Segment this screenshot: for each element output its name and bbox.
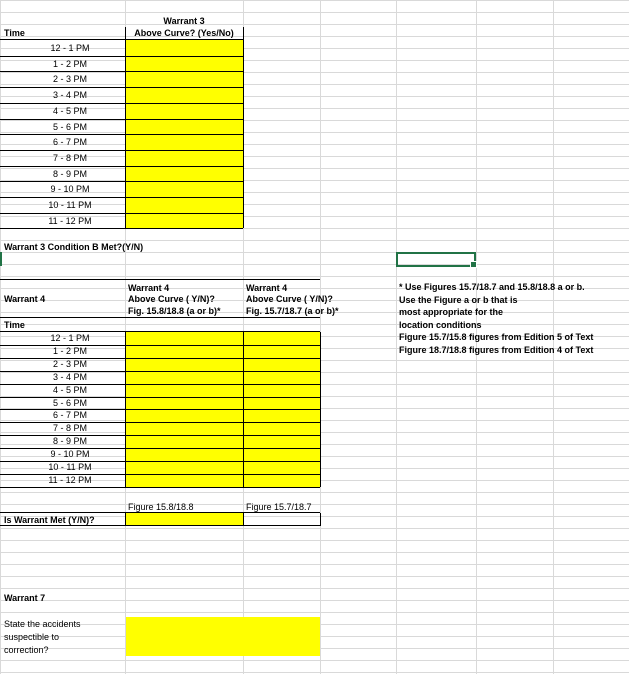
border-line [0, 71, 243, 72]
border-line [320, 513, 321, 526]
warrant4-section-label: Warrant 4 [4, 294, 46, 304]
border-line [0, 119, 243, 120]
border-line [0, 56, 243, 57]
warrant4-col-a-line1: Warrant 4 [128, 283, 170, 293]
border-line [0, 87, 243, 88]
figure-a-label: Figure 15.8/18.8 [128, 502, 194, 512]
note-line: location conditions [399, 319, 482, 330]
time-row-label: 6 - 7 PM [52, 410, 87, 421]
border-line [243, 332, 244, 487]
border-line [0, 487, 320, 488]
border-line [125, 332, 126, 487]
time-row-label: 4 - 5 PM [52, 105, 87, 116]
warrant4-col-a-line3: Fig. 15.8/18.8 (a or b)* [128, 306, 221, 316]
border-line [125, 40, 126, 228]
time-row-label: 7 - 8 PM [52, 152, 87, 163]
warrant4-met-label: Is Warrant Met (Y/N)? [4, 515, 95, 525]
border-line [0, 197, 243, 198]
border-line [0, 228, 243, 229]
border-line [0, 279, 320, 280]
border-line [0, 150, 243, 151]
border-line [0, 103, 243, 104]
time-row-label: 7 - 8 PM [52, 423, 87, 434]
time-row-label: 1 - 2 PM [52, 58, 87, 69]
warrant7-prompt-line2: suspectible to [4, 632, 60, 642]
warrant4-col-b-line2: Above Curve ( Y/N)? [246, 294, 333, 304]
warrant3-time-label: Time [4, 28, 25, 38]
note-line: * Use Figures 15.7/18.7 and 15.8/18.8 a or b. [399, 282, 585, 292]
border-line [0, 525, 320, 526]
warrant7-prompt-line3: correction? [4, 645, 49, 655]
time-row-label: 11 - 12 PM [48, 474, 92, 485]
fill-handle[interactable] [470, 261, 477, 268]
time-row-label: 9 - 10 PM [50, 449, 90, 460]
warrant7-accidents-input[interactable] [126, 617, 320, 656]
time-row-label: 3 - 4 PM [52, 90, 87, 101]
border-line [0, 181, 243, 182]
border-line [243, 27, 244, 40]
note-line: Use the Figure a or b that is [399, 294, 518, 305]
time-row-label: 8 - 9 PM [52, 436, 87, 447]
time-row-label: 8 - 9 PM [52, 168, 87, 179]
figure-b-label: Figure 15.7/18.7 [246, 502, 312, 512]
warrant4-col-a-line2: Above Curve ( Y/N)? [128, 294, 215, 304]
border-line [243, 513, 244, 526]
time-row-label: 12 - 1 PM [50, 333, 90, 343]
warrant4-col-b-line1: Warrant 4 [246, 283, 288, 293]
warrant4-met-input[interactable] [126, 513, 243, 525]
time-row-label: 1 - 2 PM [52, 345, 87, 356]
border-line [125, 513, 126, 526]
time-row-label: 10 - 11 PM [48, 200, 92, 210]
note-line: Figure 18.7/18.8 figures from Edition 4 of Text [399, 345, 594, 355]
selected-cell[interactable] [396, 252, 476, 267]
gridline [396, 0, 397, 674]
time-row-label: 4 - 5 PM [52, 384, 87, 395]
warrant4-time-label: Time [4, 320, 25, 330]
border-line [125, 27, 126, 40]
time-row-label: 9 - 10 PM [50, 184, 90, 195]
border-line [0, 317, 320, 318]
border-line [243, 40, 244, 228]
warrant7-prompt-line1: State the accidents [4, 619, 81, 629]
time-row-label: 12 - 1 PM [50, 43, 90, 53]
time-row-label: 5 - 6 PM [52, 121, 87, 132]
warrant3-header-line1: Warrant 3 [163, 16, 205, 26]
border-line [320, 332, 321, 487]
time-row-label: 2 - 3 PM [52, 74, 87, 85]
time-row-label: 5 - 6 PM [52, 397, 87, 408]
row-selection-indicator [0, 252, 2, 266]
time-row-label: 6 - 7 PM [52, 137, 87, 148]
warrant3-condition-b-label: Warrant 3 Condition B Met?(Y/N) [4, 242, 144, 252]
warrant3-header-line2: Above Curve? (Yes/No) [134, 28, 234, 38]
note-line: Figure 15.7/15.8 figures from Edition 5 of Text [399, 332, 594, 343]
border-line [0, 166, 243, 167]
time-row-label: 3 - 4 PM [52, 371, 87, 382]
note-line: most appropriate for the [399, 307, 504, 318]
warrant4-col-b-line3: Fig. 15.7/18.7 (a or b)* [246, 306, 339, 316]
border-line [0, 134, 243, 135]
border-line [0, 213, 243, 214]
time-row-label: 10 - 11 PM [48, 462, 92, 472]
time-row-label: 11 - 12 PM [48, 215, 92, 226]
warrant7-section-label: Warrant 7 [4, 593, 46, 603]
time-row-label: 2 - 3 PM [52, 358, 87, 369]
